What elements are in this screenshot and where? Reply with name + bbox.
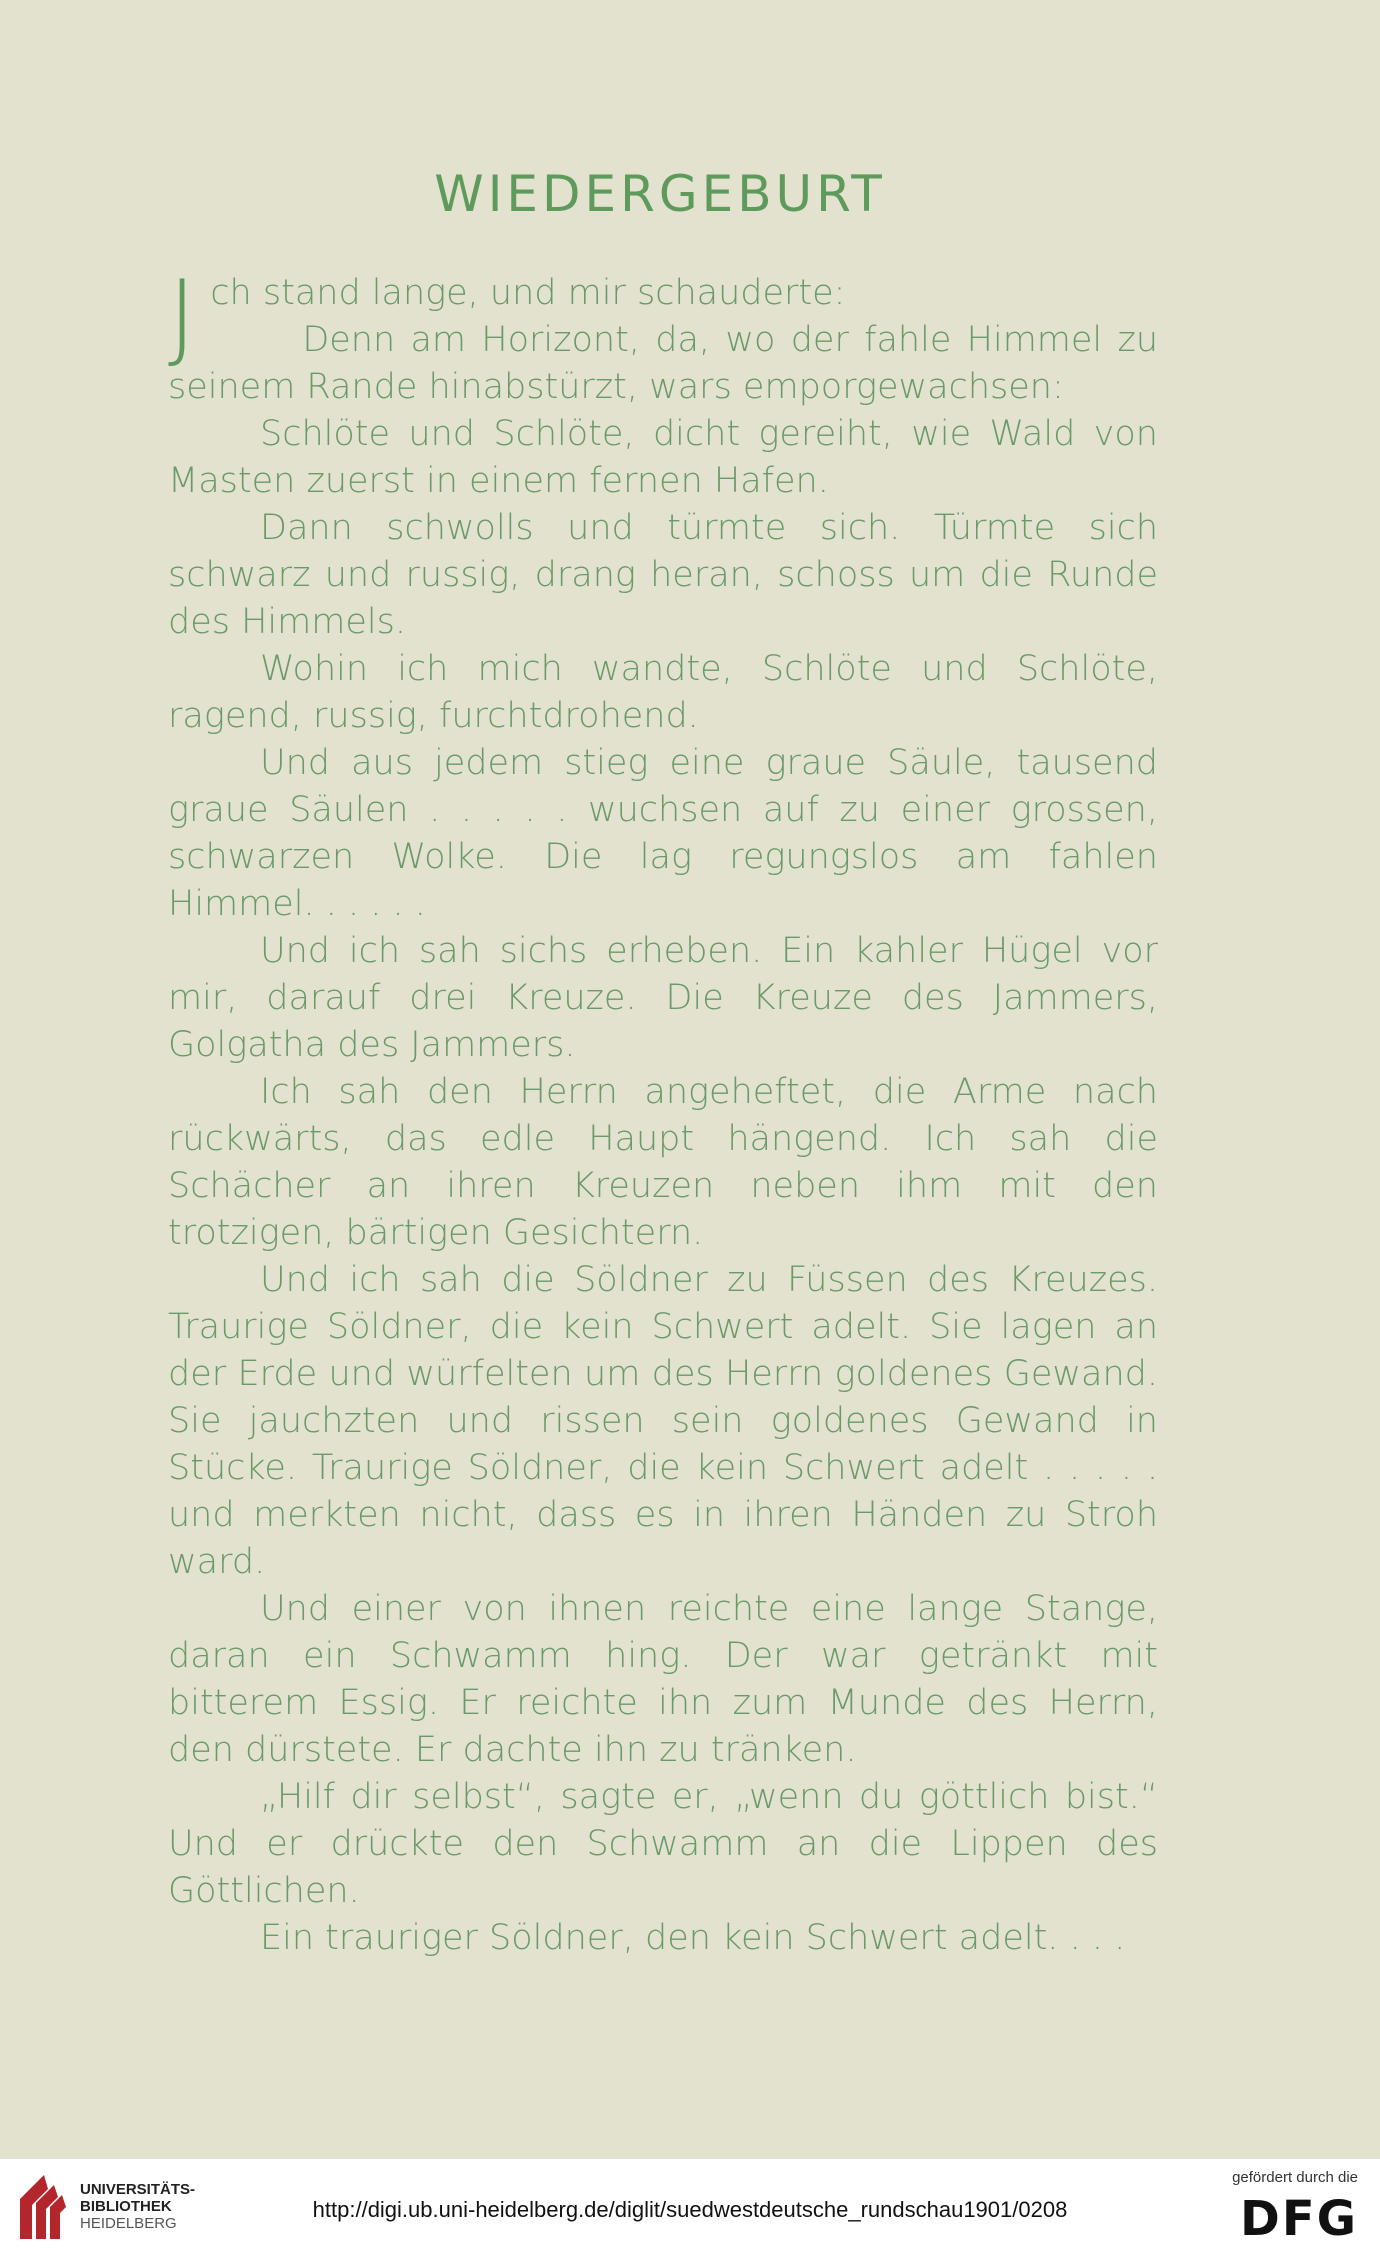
paragraph-7: Und ich sah sichs erheben. Ein kahler Hügel vor mir, darauf drei Kreuze. Die Kreuze des Jammers, Golgatha des Jammers. — [168, 931, 1158, 1065]
paragraph-8: Ich sah den Herrn angeheftet, die Arme nach rückwärts, das edle Haupt hängend. Ich sah die Schächer an ihren Kreuzen neben ihm mit den trotzigen, bärtigen Gesichtern. — [168, 1072, 1158, 1253]
paragraph-6: Und aus jedem stieg eine graue Säule, tausend graue Säulen . . . . . wuchsen auf zu einer grossen, schwarzen Wolke. Die lag regungslos am fahlen Himmel. . . . . . — [168, 743, 1158, 924]
paragraph-5: Wohin ich mich wandte, Schlöte und Schlöte, ragend, russig, furchtdrohend. — [168, 649, 1158, 736]
paragraph-2: Denn am Horizont, da, wo der fahle Himmel zu seinem Rande hinabstürzt, wars emporgewachsen: — [168, 320, 1158, 407]
page-title: WIEDERGEBURT — [434, 165, 886, 223]
dfg-caption: gefördert durch die — [1232, 2169, 1358, 2186]
paragraph-4: Dann schwolls und türmte sich. Türmte sich schwarz und russig, drang heran, schoss um die Runde des Himmels. — [168, 508, 1158, 642]
paragraph-11: „Hilf dir selbst“, sagte er, „wenn du göttlich bist.“ Und er drückte den Schwamm an die Lippen des Göttlichen. — [168, 1777, 1158, 1911]
paragraph-12: Ein trauriger Söldner, den kein Schwert adelt. . . . — [260, 1918, 1126, 1958]
paragraph-3: Schlöte und Schlöte, dicht gereiht, wie Wald von Masten zuerst in einem fernen Hafen. — [168, 414, 1158, 501]
library-name-line: UNIVERSITÄTS- — [80, 2181, 196, 2198]
body-text — [168, 260, 1158, 1962]
library-city-line: HEIDELBERG — [80, 2215, 177, 2232]
dfg-logo: DFG — [1239, 2191, 1358, 2247]
paragraph-9: Und ich sah die Söldner zu Füssen des Kreuzes. Traurige Söldner, die kein Schwert adelt. Sie lagen an der Erde und würfelten um des Herrn goldenes Gewand. Sie jauchzten und rissen sein goldenes Gewand in Stücke. Traurige Söldner, die kein Schwert adelt . . . . . und merkten nicht, dass es in ihren Händen zu Stroh ward. — [168, 1260, 1158, 1582]
source-url-link[interactable]: http://digi.ub.uni-heidelberg.de/diglit/suedwestdeutsche_rundschau1901/0208 — [312, 2197, 1068, 2222]
digitization-footer — [0, 2158, 1380, 2258]
paragraph-10: Und einer von ihnen reichte eine lange Stange, daran ein Schwamm hing. Der war getränkt mit bitterem Essig. Er reichte ihn zum Munde des Herrn, den dürstete. Er dachte ihn zu tränken. — [168, 1589, 1158, 1770]
paragraph-text: ch stand lange, und mir schauderte: — [210, 273, 846, 313]
library-name-line: BIBLIOTHEK — [80, 2198, 172, 2215]
drop-cap: J — [168, 260, 197, 372]
